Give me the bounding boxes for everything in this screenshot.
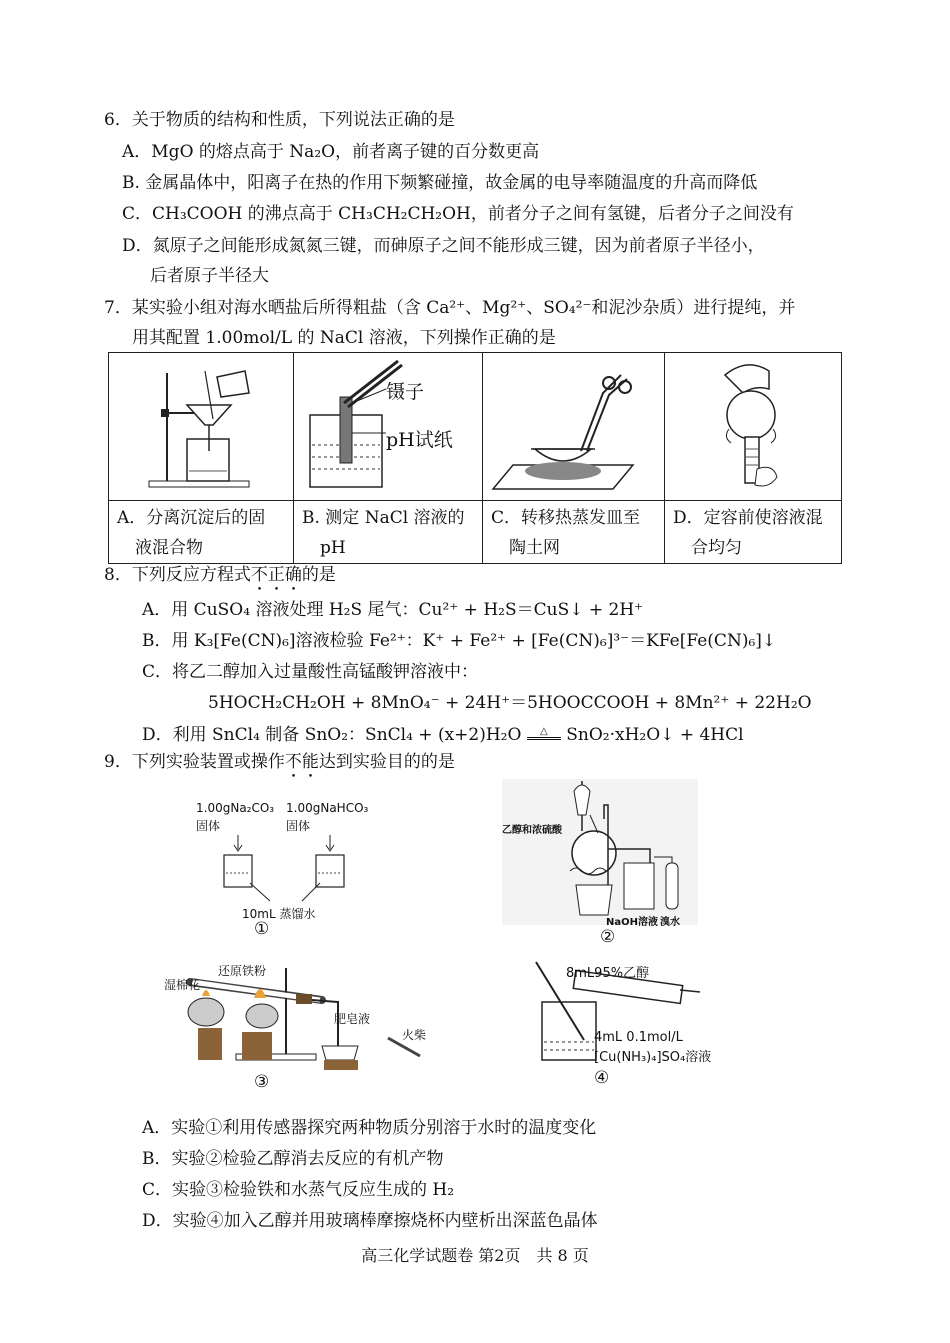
q7-figure-d (665, 353, 842, 501)
q6-option-c: C．CH₃COOH 的沸点高于 CH₃CH₂CH₂OH，前者分子之间有氢键，后者分子之间没有 (122, 204, 794, 224)
q6-option-d-line1: D．氮原子之间能形成氮氮三键，而砷原子之间不能形成三键，因为前者原子半径小， (122, 236, 765, 256)
ethylene-generation-apparatus-icon (500, 775, 700, 925)
q8-stem: 8．下列反应方程式不正确的是 (104, 565, 336, 585)
ph-paper-label: pH试纸 (386, 429, 453, 451)
evaporating-dish-transfer-icon (483, 353, 664, 495)
q9-figure-4: 8mL95%乙醇 4mL 0.1mol/L [Cu(NH₃)₄]SO₄溶液 ④ (530, 958, 730, 1090)
q6-stem: 6．关于物质的结构和性质，下列说法正确的是 (104, 110, 455, 130)
volumetric-flask-mixing-icon (665, 353, 841, 495)
q7-option-c: C．转移热蒸发皿至 陶土网 (483, 501, 665, 564)
q9-option-b: B．实验②检验乙醇消去反应的有机产物 (142, 1149, 444, 1169)
q6-option-a: A．MgO 的熔点高于 Na₂O，前者离子键的百分数更高 (122, 142, 540, 162)
q9-figure-2: 乙醇和浓硫酸 NaOH溶液 溴水 ② (500, 775, 700, 947)
q6-option-b: B. 金属晶体中，阳离子在热的作用下频繁碰撞，故金属的电导率随温度的升高而降低 (122, 173, 758, 193)
heating-condition-arrow: △ (527, 727, 561, 740)
q8-option-c-equation: 5HOCH₂CH₂OH + 8MnO₄⁻ + 24H⁺＝5HOOCCOOH + 8Mn²⁺ + 22H₂O (208, 693, 812, 713)
q9-figure-3: 湿棉花 还原铁粉 肥皂液 火柴 ③ (162, 960, 442, 1090)
ph-test-apparatus-icon (294, 353, 482, 495)
q7-option-b: B. 测定 NaCl 溶液的 pH (294, 501, 483, 564)
q9-option-c: C．实验③检验铁和水蒸气反应生成的 H₂ (142, 1180, 455, 1200)
q7-stem-line2: 用其配置 1.00mol/L 的 NaCl 溶液，下列操作正确的是 (132, 328, 556, 348)
filtration-apparatus-icon (109, 353, 293, 495)
q7-figure-b (294, 353, 483, 501)
q8-option-b: B．用 K₃[Fe(CN)₆]溶液检验 Fe²⁺：K⁺ + Fe²⁺ + [Fe(CN)₆]³⁻＝KFe[Fe(CN)₆]↓ (142, 631, 777, 651)
q7-stem-line1: 7．某实验小组对海水晒盐后所得粗盐（含 Ca²⁺、Mg²⁺、SO₄²⁻和泥沙杂质）进行提纯，并 (104, 298, 796, 318)
q9-stem: 9．下列实验装置或操作不能达到实验目的的是 (104, 752, 455, 772)
q7-figure-a (109, 353, 294, 501)
q7-option-a: A．分离沉淀后的固 液混合物 (109, 501, 294, 564)
q7-options-table (108, 352, 842, 564)
q6-option-d-line2: 后者原子半径大 (150, 266, 269, 286)
q9-option-a: A．实验①利用传感器探究两种物质分别溶于水时的温度变化 (142, 1118, 597, 1138)
dissolving-beakers-icon (190, 833, 390, 943)
q9-figure-1: 1.00gNa₂CO₃ 固体 1.00gNaHCO₃ 固体 10mL 蒸馏水 ① (190, 795, 390, 945)
q8-option-d: D．利用 SnCl₄ 制备 SnO₂：SnCl₄ + (x+2)H₂O △ SnO₂·xH₂O↓ + 4HCl (142, 725, 744, 745)
q8-stem-emphasis: 不正确 (250, 565, 302, 585)
q9-stem-emphasis: 不能 (284, 752, 319, 772)
q7-figure-c (483, 353, 665, 501)
iron-steam-reaction-apparatus-icon (162, 960, 442, 1070)
tweezers-label: 镊子 (386, 381, 425, 403)
q7-option-d: D．定容前使溶液混 合均匀 (665, 501, 842, 564)
q8-option-c: C．将乙二醇加入过量酸性高锰酸钾溶液中： (142, 662, 479, 682)
page-footer: 高三化学试题卷 第2页 共 8 页 (361, 1246, 589, 1265)
q8-option-a: A．用 CuSO₄ 溶液处理 H₂S 尾气：Cu²⁺ + H₂S＝CuS↓ + 2H⁺ (142, 600, 644, 620)
q9-option-d: D．实验④加入乙醇并用玻璃棒摩擦烧杯内壁析出深蓝色晶体 (142, 1211, 598, 1231)
